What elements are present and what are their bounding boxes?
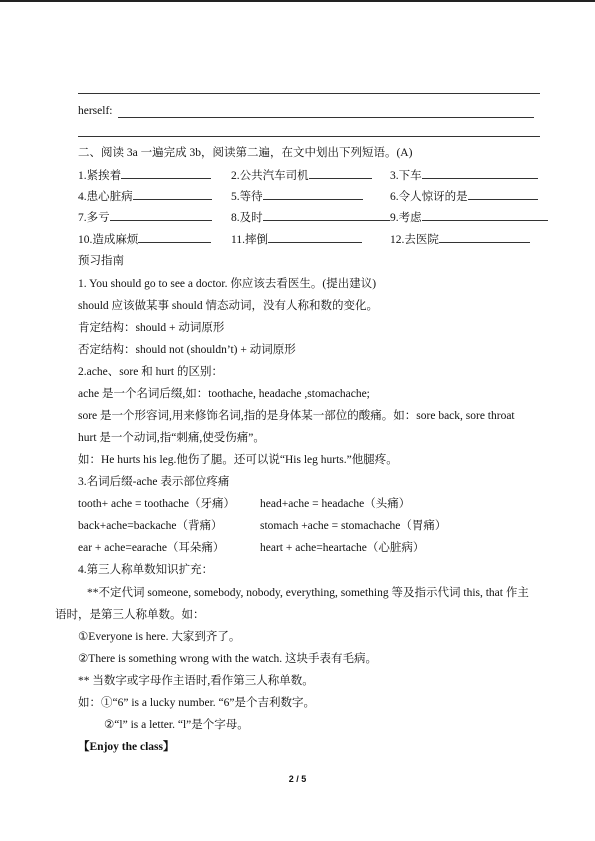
text-line: heart + ache=heartache（心脏病）	[260, 542, 425, 554]
phrase-item: 8.及时	[231, 210, 390, 225]
text-line: 语时，是第三人称单数。如：	[55, 609, 205, 621]
text-line: tooth+ ache = toothache（牙痛）	[78, 498, 236, 510]
text-line: ②There is something wrong with the watch. 这块手表有毛病。	[78, 653, 378, 665]
text-line: hurt 是一个动词,指“刺痛,使受伤痛”。	[78, 432, 265, 444]
text-line: 3.名词后缀-ache 表示部位疼痛	[78, 476, 230, 488]
writing-line	[78, 93, 540, 94]
text-line: ear + ache=earache（耳朵痛）	[78, 542, 225, 554]
text-line: ** 当数字或字母作主语时,看作第三人称单数。	[78, 675, 314, 687]
text-line: stomach +ache = stomachache（胃痛）	[260, 520, 447, 532]
text-line: 如：He hurts his leg.他伤了腿。还可以说“His leg hurts.”他腿疼。	[78, 454, 398, 466]
writing-line	[118, 117, 534, 118]
text-line: 2.ache、sore 和 hurt 的区别：	[78, 366, 223, 378]
text-line: 如：①“6” is a lucky number. “6”是个吉利数字。	[78, 697, 315, 709]
herself-label: herself:	[78, 105, 113, 117]
phrase-item: 12.去医院	[390, 232, 530, 247]
text-line: should 应该做某事 should 情态动词，没有人称和数的变化。	[78, 300, 378, 312]
text-line: **不定代词 someone, somebody, nobody, everything, something 等及指示代词 this, that 作主	[87, 587, 529, 599]
text-line: 1. You should go to see a doctor. 你应该去看医生。(提出建议)	[78, 278, 377, 290]
phrase-item: 10.造成麻烦	[78, 232, 211, 247]
phrase-item: 9.考虑	[390, 210, 548, 225]
text-line: 4.第三人称单数知识扩充：	[78, 564, 214, 576]
phrase-item: 7.多亏	[78, 210, 212, 225]
phrase-item: 1.紧挨着	[78, 168, 211, 183]
text-line: ②“l” is a letter. “l”是个字母。	[104, 719, 249, 731]
writing-line	[78, 136, 540, 137]
text-line: 否定结构：should not (shouldn’t) + 动词原形	[78, 344, 296, 356]
phrase-item: 6.令人惊讶的是	[390, 189, 538, 204]
text-line: back+ache=backache（背痛）	[78, 520, 223, 532]
phrase-item: 3.下车	[390, 168, 538, 183]
text-line: 肯定结构：should + 动词原形	[78, 322, 225, 334]
phrase-item: 4.患心脏病	[78, 189, 212, 204]
section-title: 二、阅读 3a 一遍完成 3b，阅读第二遍，在文中划出下列短语。(A)	[78, 147, 413, 159]
top-border	[0, 0, 595, 2]
section-heading: 【Enjoy the class】	[78, 741, 175, 753]
phrase-item: 2.公共汽车司机	[231, 168, 372, 183]
text-line: ache 是一个名词后缀,如：toothache, headache ,stomachache;	[78, 388, 370, 400]
preview-title: 预习指南	[78, 255, 124, 267]
phrase-item: 5.等待	[231, 189, 363, 204]
page-number: 2 / 5	[288, 774, 307, 784]
text-line: ①Everyone is here. 大家到齐了。	[78, 631, 241, 643]
text-line: head+ache = headache（头痛）	[260, 498, 411, 510]
phrase-item: 11.摔倒	[231, 232, 362, 247]
text-line: sore 是一个形容词,用来修饰名词,指的是身体某一部位的酸痛。如：sore back, sore throat	[78, 410, 515, 422]
